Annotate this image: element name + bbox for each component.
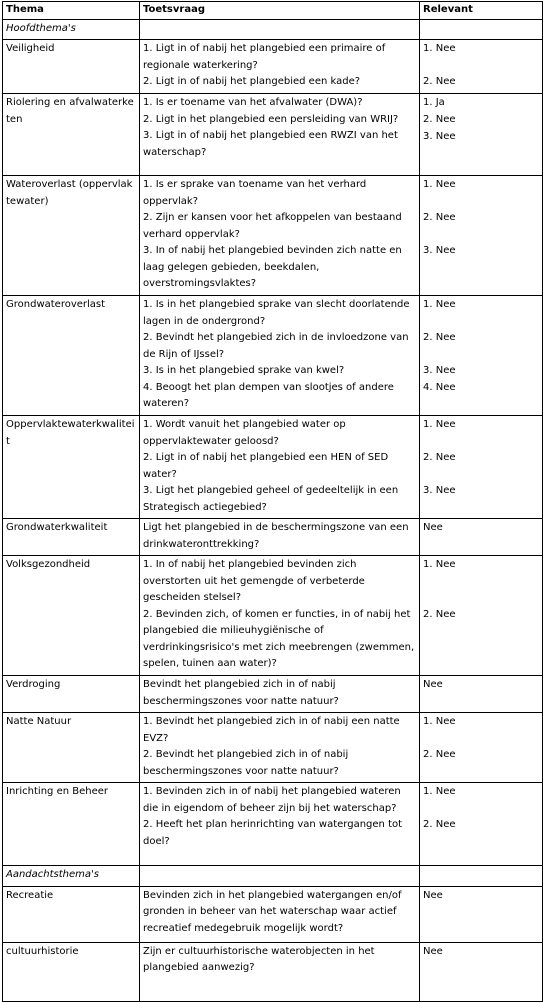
header-thema: Thema xyxy=(3,2,140,20)
question-text: Bevindt het plangebied zich in of nabij beschermingszones voor natte natuur? xyxy=(143,679,339,707)
answer-text: Nee xyxy=(423,889,443,901)
header-toetsvraag: Toetsvraag xyxy=(140,2,420,20)
toetsvraag-cell xyxy=(140,676,420,713)
question-text: 1. Ligt in of nabij het plangebied een primaire of regionale waterkering? xyxy=(143,43,386,71)
thema-cell: Volksgezondheid xyxy=(3,556,140,676)
question-text: 3. In of nabij het plangebied bevinden zich natte en laag gelegen gebieden, beekdalen, overstromingsvlaktes? xyxy=(143,245,402,289)
question-text: 1. Is er toename van het afvalwater (DWA)? xyxy=(143,97,363,108)
toetsvraag-cell xyxy=(140,713,420,783)
answer-text: 2. Nee xyxy=(423,76,456,87)
answer-text: 1. Nee xyxy=(423,786,456,797)
section-empty-cell xyxy=(140,19,420,40)
answer-text: 1. Nee xyxy=(423,559,456,570)
table-row xyxy=(3,886,543,942)
section-empty-cell xyxy=(140,866,420,887)
question-text: 3. Ligt in of nabij het plangebied een RWZI van het waterschap? xyxy=(143,130,398,158)
section-title: Aandachtsthema's xyxy=(3,866,140,887)
section-empty-cell xyxy=(420,19,543,40)
section-row xyxy=(3,866,543,887)
question-text: 1. In of nabij het plangebied bevinden zich overstorten uit het gemengde of verbeterde gescheiden stelsel? xyxy=(143,559,365,603)
answer-text: 1. Nee xyxy=(423,179,456,190)
toetsvraag-cell xyxy=(140,296,420,416)
answer-text: 2. Nee xyxy=(423,212,456,223)
header-row xyxy=(3,2,543,20)
question-text: 2. Ligt in het plangebied een persleiding van WRIJ? xyxy=(143,113,399,125)
toetsvraag-cell xyxy=(140,176,420,296)
question-text: Zijn er cultuurhistorische waterobjecten in het plangebied aanwezig? xyxy=(143,945,375,973)
thema-cell: Riolering en afvalwaterketen xyxy=(3,94,140,176)
section-title: Hoofdthema's xyxy=(3,19,140,40)
table-row xyxy=(3,416,543,519)
relevant-cell xyxy=(420,942,543,1001)
table-row xyxy=(3,556,543,676)
answer-text: 2. Nee xyxy=(423,332,456,343)
question-text: 2. Zijn er kansen voor het afkoppelen van bestaand verhard oppervlak? xyxy=(143,212,402,240)
table-body xyxy=(3,19,543,1001)
header-relevant: Relevant xyxy=(420,2,543,20)
question-text: Bevinden zich in het plangebied watergangen en/of gronden in beheer van het waterschap waar actief recreatief medegebruik mogelijk wordt? xyxy=(143,889,402,934)
thema-cell: Recreatie xyxy=(3,886,140,942)
section-row xyxy=(3,19,543,40)
relevant-cell xyxy=(420,676,543,713)
relevant-cell xyxy=(420,886,543,942)
answer-text: 1. Ja xyxy=(423,97,445,108)
answer-text: 1. Nee xyxy=(423,419,456,430)
answer-text: Nee xyxy=(423,522,443,533)
question-text: 2. Bevinden zich, of komen er functies, in of nabij het plangebied die milieuhygiënische of verdrinkingsrisico's met zich meebrengen (zwemmen, spelen, tuinen aan water)? xyxy=(143,608,415,669)
thema-cell: cultuurhistorie xyxy=(3,942,140,1001)
toetsvraag-cell xyxy=(140,40,420,94)
question-text: 4. Beoogt het plan dempen van slootjes of andere wateren? xyxy=(143,381,394,409)
thema-cell: Grondwaterkwaliteit xyxy=(3,519,140,556)
toetsvraag-cell xyxy=(140,886,420,942)
question-text: 2. Ligt in of nabij het plangebied een kade? xyxy=(143,76,361,87)
answer-text: 2. Nee xyxy=(423,749,456,760)
thema-cell: Inrichting en Beheer xyxy=(3,783,140,866)
question-text: 2. Bevindt het plangebied zich in de invloedzone van de Rijn of IJssel? xyxy=(143,332,409,360)
toetsvraag-cell xyxy=(140,783,420,866)
answer-text: 2. Nee xyxy=(423,819,456,830)
answer-text: 2. Nee xyxy=(423,114,456,125)
table-row xyxy=(3,676,543,713)
answer-text: 1. Nee xyxy=(423,299,456,310)
relevant-cell xyxy=(420,416,543,519)
thema-cell: Verdroging xyxy=(3,676,140,713)
answer-text: 3. Nee xyxy=(423,131,456,142)
relevant-cell xyxy=(420,783,543,866)
question-text: 1. Is in het plangebied sprake van slecht doorlatende lagen in de ondergrond? xyxy=(143,299,410,327)
thema-cell: Oppervlaktewaterkwaliteit xyxy=(3,416,140,519)
table-row xyxy=(3,40,543,94)
answer-text: 3. Nee xyxy=(423,485,456,496)
relevant-cell xyxy=(420,519,543,556)
answer-text: 2. Nee xyxy=(423,609,456,620)
relevant-cell xyxy=(420,94,543,176)
answer-text: 1. Nee xyxy=(423,43,456,54)
question-text: 2. Ligt in of nabij het plangebied een HEN of SED water? xyxy=(143,452,389,480)
toetsvraag-cell xyxy=(140,519,420,556)
question-text: 2. Heeft het plan herinrichting van watergangen tot doel? xyxy=(143,819,403,847)
answer-text: 3. Nee xyxy=(423,245,456,256)
answer-text: Nee xyxy=(423,945,443,957)
answer-text: 3. Nee xyxy=(423,365,456,376)
thema-cell: Wateroverlast (oppervlaktewater) xyxy=(3,176,140,296)
toetsvraag-cell xyxy=(140,556,420,676)
thema-cell: Grondwateroverlast xyxy=(3,296,140,416)
question-text: 1. Bevindt het plangebied zich in of nabij een natte EVZ? xyxy=(143,716,400,744)
thema-cell: Veiligheid xyxy=(3,40,140,94)
table-row xyxy=(3,176,543,296)
table-row xyxy=(3,942,543,1001)
toets-table xyxy=(2,1,543,1002)
relevant-cell xyxy=(420,713,543,783)
table-row xyxy=(3,713,543,783)
question-text: 2. Bevindt het plangebied zich in of nabij beschermingszones voor natte natuur? xyxy=(143,749,349,777)
thema-cell: Natte Natuur xyxy=(3,713,140,783)
relevant-cell xyxy=(420,556,543,676)
question-text: Ligt het plangebied in de beschermingszone van een drinkwateronttrekking? xyxy=(143,522,409,550)
question-text: 3. Ligt het plangebied geheel of gedeeltelijk in een Strategisch actiegebied? xyxy=(143,485,399,513)
toetsvraag-cell xyxy=(140,416,420,519)
table-row xyxy=(3,94,543,176)
answer-text: 1. Nee xyxy=(423,716,456,727)
table-row xyxy=(3,519,543,556)
section-empty-cell xyxy=(420,866,543,887)
table-row xyxy=(3,296,543,416)
question-text: 1. Bevinden zich in of nabij het plangebied wateren die in eigendom of beheer zijn bij het waterschap? xyxy=(143,786,401,814)
answer-text: 2. Nee xyxy=(423,452,456,463)
question-text: 3. Is in het plangebied sprake van kwel? xyxy=(143,365,345,376)
toetsvraag-cell xyxy=(140,94,420,176)
toetsvraag-cell xyxy=(140,942,420,1001)
answer-text: 4. Nee xyxy=(423,382,456,393)
relevant-cell xyxy=(420,40,543,94)
question-text: 1. Is er sprake van toename van het verhard oppervlak? xyxy=(143,179,367,207)
answer-text: Nee xyxy=(423,679,443,690)
relevant-cell xyxy=(420,176,543,296)
question-text: 1. Wordt vanuit het plangebied water op oppervlaktewater geloosd? xyxy=(143,419,346,447)
table-row xyxy=(3,783,543,866)
relevant-cell xyxy=(420,296,543,416)
